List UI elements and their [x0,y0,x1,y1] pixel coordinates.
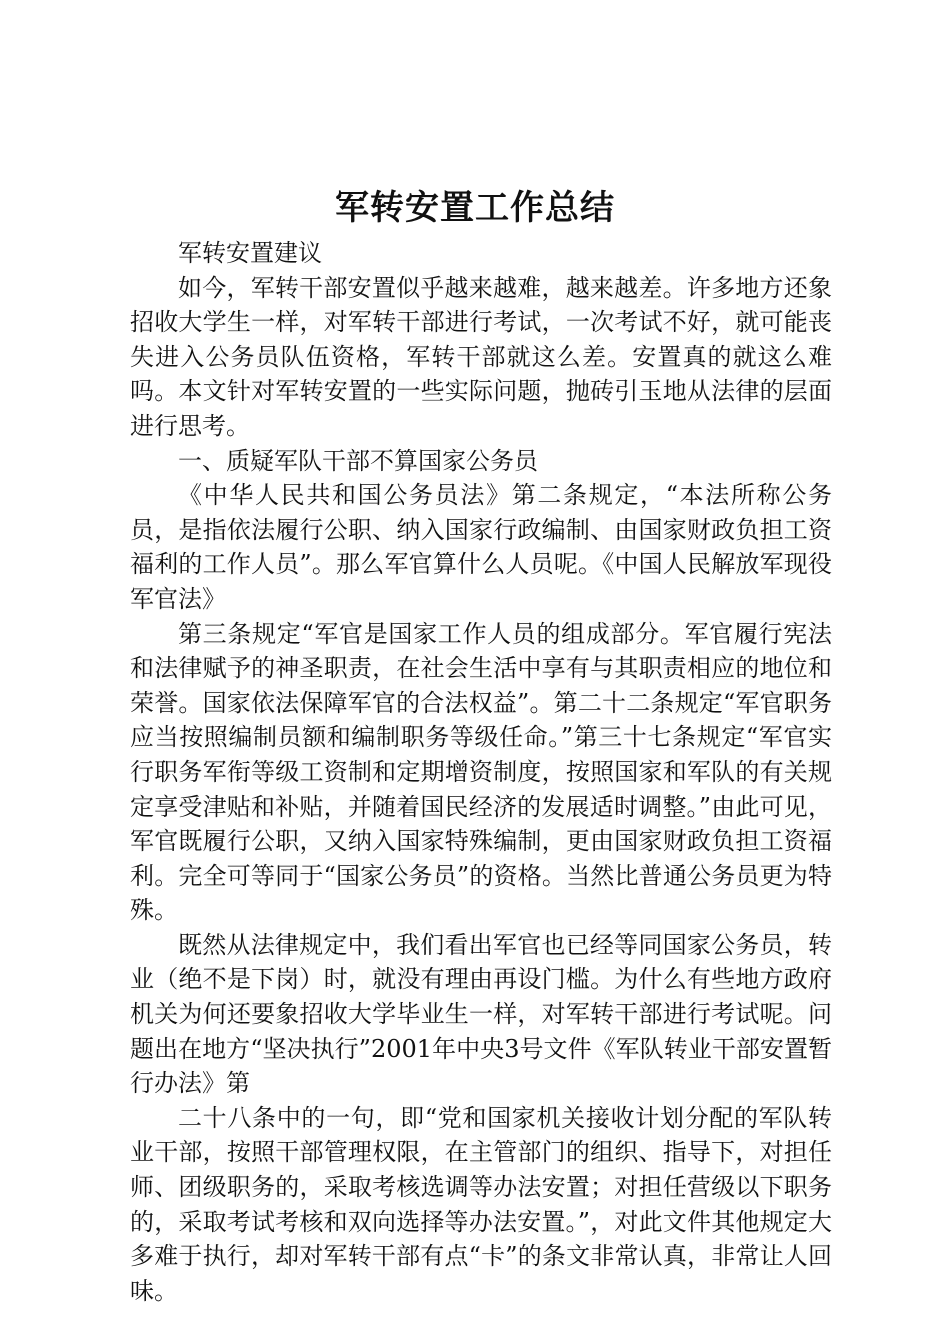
paragraph: 既然从法律规定中，我们看出军官也已经等同国家公务员，转业（绝不是下岗）时，就没有理由再设门槛。为什么有些地方政府机关为何还要象招收大学毕业生一样，对军转干部进行考试呢。问题出在地方“坚决执行”2001年中央3号文件《军队转业干部安置暂行办法》第 [130,930,832,1098]
section-heading-1: 一、质疑军队干部不算国家公务员 [178,446,538,475]
paragraph: 第三条规定“军官是国家工作人员的组成部分。军官履行宪法和法律赋予的神圣职责，在社会生活中享有与其职责相应的地位和荣誉。国家依法保障军官的合法权益”。第二十二条规定“军官职务应当按照编制员额和编制职务等级任命。”第三十七条规定“军官实行职务军衔等级工资制和定期增资制度，按照国家和军队的有关规定享受津贴和补贴，并随着国民经济的发展适时调整。”由此可见，军官既履行公职，又纳入国家特殊编制，更由国家财政负担工资福利。完全可等同于“国家公务员”的资格。当然比普通公务员更为特殊。 [130,619,832,925]
paragraph-subtitle: 军转安置建议 [178,239,322,267]
paragraph-intro: 如今，军转干部安置似乎越来越难，越来越差。许多地方还象招收大学生一样，对军转干部进行考试，一次考试不好，就可能丧失进入公务员队伍资格，军转干部就这么差。安置真的就这么难吗。本文针对军转安置的一些实际问题，抛砖引玉地从法律的层面进行思考。 [130,273,832,440]
paragraph: 《中华人民共和国公务员法》第二条规定，“本法所称公务员，是指依法履行公职、纳入国家行政编制、由国家财政负担工资福利的工作人员”。那么军官算什么人员呢。《中国人民解放军现役军官法》 [130,481,832,613]
paragraph: 二十八条中的一句，即“党和国家机关接收计划分配的军队转业干部，按照干部管理权限，在主管部门的组织、指导下，对担任师、团级职务的，采取考核选调等办法安置；对担任营级以下职务的，采取考试考核和双向选择等办法安置。”，对此文件其他规定大多难于执行，却对军转干部有点“卡”的条文非常认真，非常让人回味。 [130,1103,832,1305]
document-title: 军转安置工作总结 [335,188,615,228]
document-body [130,236,832,1308]
